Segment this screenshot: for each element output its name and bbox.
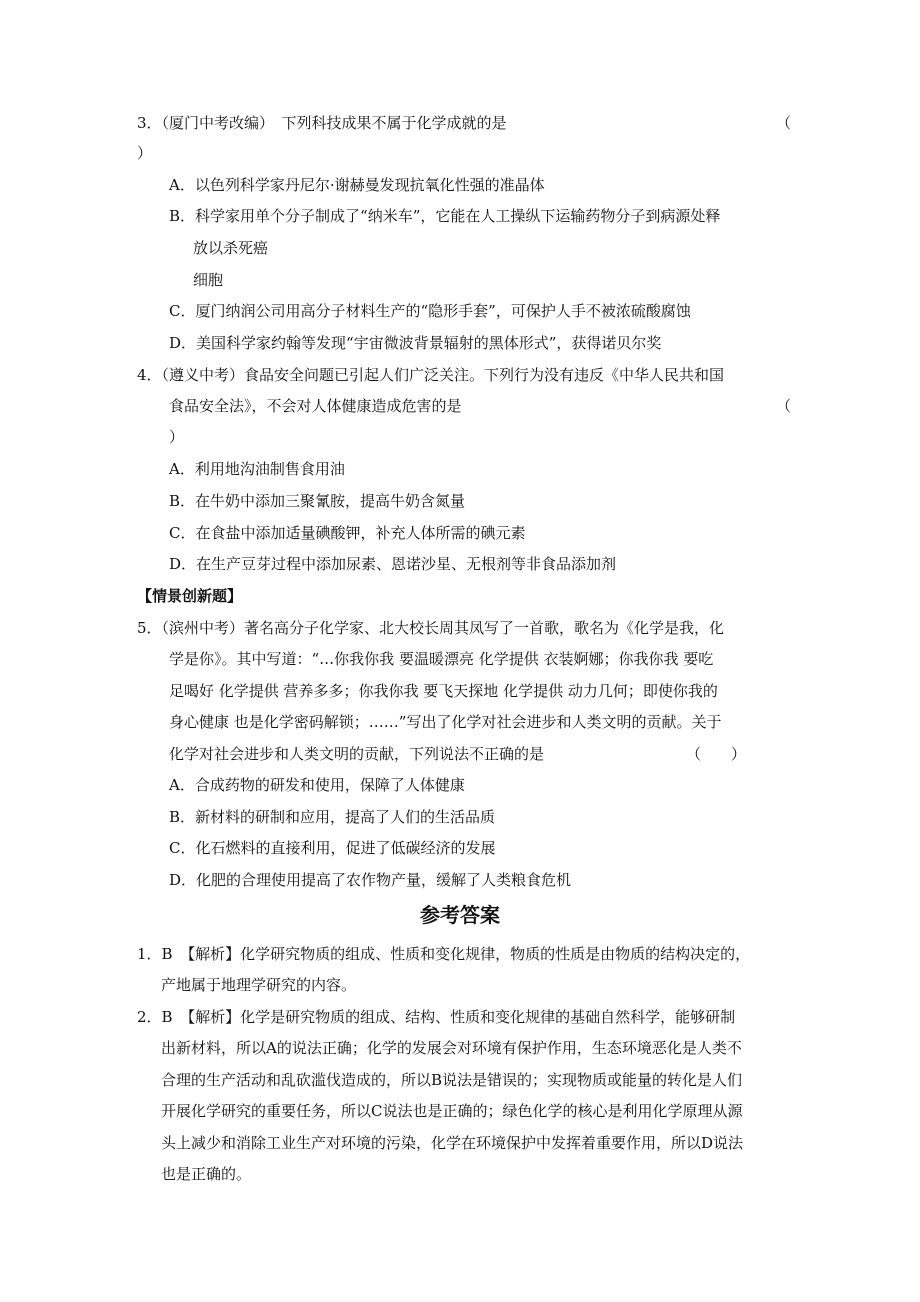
answer-1-line2: 产地属于地理学研究的内容。 [161,976,357,994]
answers-title: 参考答案 [420,903,500,927]
section-heading: 【情景创新题】 [137,587,243,605]
q4-paren-open: （ [776,397,792,415]
answer-2-line2: 出新材料，所以A的说法正确；化学的发展会对环境有保护作用，生态环境恶化是人类不 [161,1039,742,1057]
q3-option-b-cont2: 细胞 [193,271,224,289]
q4-option-b: B．在牛奶中添加三聚氰胺，提高牛奶含氮量 [169,492,466,510]
answer-2-line4: 开展化学研究的重要任务，所以C说法也是正确的；绿色化学的核心是利用化学原理从源 [161,1102,743,1120]
q5-stem-line4: 身心健康 也是化学密码解锁；……”写出了化学对社会进步和人类文明的贡献。关于 [169,713,722,731]
q3-stem: 3．（厦门中考改编） 下列科技成果不属于化学成就的是 [137,114,507,132]
q3-paren-open: （ [776,114,792,132]
answer-1-line1: 1．B 【解析】化学研究物质的组成、性质和变化规律，物质的性质是由物质的结构决定的， [137,945,751,963]
q4-stem-line2: 食品安全法》，不会对人体健康造成危害的是 [169,397,462,415]
q5-stem-line1: 5．（滨州中考）著名高分子化学家、北大校长周其凤写了一首歌，歌名为《化学是我，化 [137,619,725,637]
q5-stem-line3: 足喝好 化学提供 营养多多；你我你我 要飞天探地 化学提供 动力几何；即使你我的 [169,682,718,700]
q5-option-d: D．化肥的合理使用提高了农作物产量，缓解了人类粮食危机 [169,871,572,889]
answer-2-line1: 2．B 【解析】化学是研究物质的组成、结构、性质和变化规律的基础自然科学，能够研制 [137,1008,736,1026]
q3-option-b: B．科学家用单个分子制成了“纳米车”，它能在人工操纵下运输药物分子到病源处释 [169,207,721,225]
answer-2-line5: 头上减少和消除工业生产对环境的污染，化学在环境保护中发挥着重要作用，所以D说法 [161,1134,744,1152]
q4-paren-close: ） [169,428,185,446]
q4-stem-line1: 4．（遵义中考）食品安全问题已引起人们广泛关注。下列行为没有违反《中华人民共和国 [137,366,725,384]
answer-2-line6: 也是正确的。 [161,1165,252,1183]
q5-option-b: B．新材料的研制和应用，提高了人们的生活品质 [169,808,496,826]
q4-option-a: A．利用地沟油制售食用油 [169,460,345,478]
q3-option-d: D．美国科学家约翰等发现“宇宙微波背景辐射的黑体形式”，获得诺贝尔奖 [169,334,662,352]
q3-option-a: A．以色列科学家丹尼尔·谢赫曼发现抗氧化性强的准晶体 [169,176,545,194]
q5-option-a: A．合成药物的研发和使用，保障了人体健康 [169,776,465,794]
answer-2-line3: 合理的生产活动和乱砍滥伐造成的，所以B说法是错误的；实现物质或能量的转化是人们 [161,1071,743,1089]
q4-option-d: D．在生产豆芽过程中添加尿素、恩诺沙星、无根剂等非食品添加剂 [169,555,617,573]
q5-option-c: C．化石燃料的直接利用，促进了低碳经济的发展 [169,839,496,857]
q3-option-b-cont1: 放以杀死癌 [193,239,269,257]
q5-stem-line5: 化学对社会进步和人类文明的贡献，下列说法不正确的是 [169,745,545,763]
q4-option-c: C．在食盐中添加适量碘酸钾，补充人体所需的碘元素 [169,524,526,542]
q3-paren-close: ） [137,144,153,162]
q3-option-c: C．厦门纳润公司用高分子材料生产的“隐形手套”，可保护人手不被浓硫酸腐蚀 [169,302,691,320]
q5-paren: （ ） [686,745,747,763]
q5-stem-line2: 学是你》。其中写道：“…你我你我 要温暖漂亮 化学提供 衣装婀娜；你我你我 要吃 [169,650,714,668]
